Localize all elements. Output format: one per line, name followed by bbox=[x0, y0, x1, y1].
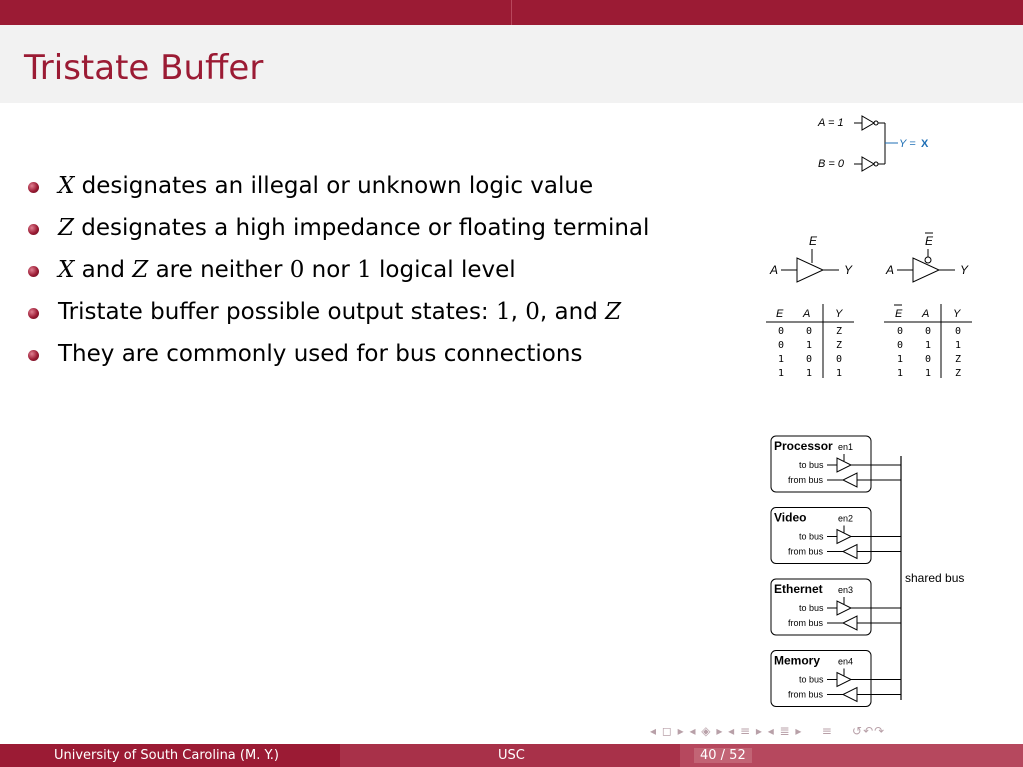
enable-signal: en4 bbox=[838, 656, 854, 667]
input-b-label: B = 0 bbox=[818, 158, 844, 170]
bullet-item bbox=[28, 168, 649, 210]
math-var: Z bbox=[605, 299, 622, 325]
table-cell: 0 bbox=[955, 326, 962, 337]
header-bar bbox=[0, 0, 1023, 25]
slide-title: Tristate Buffer bbox=[24, 48, 264, 88]
to-bus-label: to bus bbox=[799, 674, 824, 685]
to-bus-label: to bus bbox=[799, 531, 824, 542]
footer-institution: University of South Carolina (M. Y.) bbox=[54, 748, 279, 763]
footer-short-title: USC bbox=[498, 748, 525, 763]
bullet-text: and bbox=[74, 257, 133, 283]
header-divider bbox=[511, 0, 512, 25]
shared-bus-label: shared bus bbox=[905, 571, 965, 585]
truth-tables bbox=[762, 302, 977, 382]
table-cell: 0 bbox=[806, 354, 813, 365]
table-cell: 0 bbox=[806, 326, 813, 337]
table-header: Y bbox=[953, 308, 961, 320]
bullet-text: are neither bbox=[148, 257, 290, 283]
math-number: 1 bbox=[357, 257, 372, 283]
inverter-bubble bbox=[925, 257, 931, 263]
table-cell: 1 bbox=[925, 368, 932, 379]
bus-device bbox=[771, 436, 901, 492]
math-var: X bbox=[58, 173, 75, 199]
table-header: A bbox=[922, 308, 930, 320]
table-cell: 1 bbox=[778, 368, 785, 379]
bullet-list bbox=[28, 168, 649, 378]
enable-signal: en3 bbox=[838, 585, 854, 595]
output-y-value: X bbox=[921, 138, 929, 150]
enable-bar-label: E bbox=[925, 234, 934, 248]
table-cell: 1 bbox=[836, 368, 843, 379]
to-bus-label: to bus bbox=[799, 460, 824, 470]
bullet-icon bbox=[28, 224, 39, 235]
device-name: Memory bbox=[774, 653, 821, 668]
from-bus-label: from bus bbox=[788, 618, 824, 628]
bus-device bbox=[771, 508, 901, 564]
math-number: 0 bbox=[525, 299, 540, 325]
table-cell: 0 bbox=[778, 340, 785, 351]
buffer-symbol bbox=[797, 258, 823, 282]
bullet-icon bbox=[28, 308, 39, 319]
bullet-icon bbox=[28, 266, 39, 277]
output-y-label: Y = bbox=[899, 138, 916, 150]
table-cell: 0 bbox=[925, 326, 932, 337]
table-cell: 1 bbox=[955, 340, 962, 351]
table-cell: 1 bbox=[925, 340, 932, 351]
bullet-text: , and bbox=[539, 299, 606, 325]
math-var: X bbox=[58, 257, 75, 283]
math-number: 1 bbox=[496, 299, 511, 325]
from-bus-label: from bus bbox=[788, 475, 824, 485]
input-label: A bbox=[886, 263, 895, 277]
output-label: Y bbox=[960, 263, 969, 277]
bullet-item bbox=[28, 336, 649, 378]
bullet-text: They are commonly used for bus connections bbox=[58, 341, 583, 367]
table-cell: 1 bbox=[806, 340, 813, 351]
bullet-item bbox=[28, 252, 649, 294]
buffer-symbol bbox=[843, 688, 857, 702]
table-cell: 0 bbox=[897, 326, 904, 337]
device-name: Processor bbox=[774, 439, 833, 453]
bullet-text: logical level bbox=[371, 257, 516, 283]
math-var: Z bbox=[132, 257, 149, 283]
enable-signal: en1 bbox=[838, 442, 854, 452]
bullet-icon bbox=[28, 182, 39, 193]
table-cell: 0 bbox=[897, 340, 904, 351]
device-name: Video bbox=[774, 510, 807, 525]
bus-device bbox=[771, 579, 901, 635]
table-header: Y bbox=[835, 308, 843, 320]
bullet-text: Tristate buffer possible output states: bbox=[58, 299, 496, 325]
input-a-label: A = 1 bbox=[818, 117, 844, 129]
math-var: Z bbox=[58, 215, 74, 241]
buffer-symbol bbox=[862, 157, 874, 171]
to-bus-label: to bus bbox=[799, 603, 824, 613]
from-bus-label: from bus bbox=[788, 689, 824, 700]
table-cell: Z bbox=[955, 354, 962, 365]
table-cell: Z bbox=[955, 368, 962, 379]
table-cell: 1 bbox=[778, 354, 785, 365]
beamer-nav[interactable]: ◂ ◻ ▸ ◂ ◈ ▸ ◂ ≡ ▸ ◂ ≣ ▸ ≡ ↺↶↷ bbox=[650, 724, 886, 738]
table-header: E bbox=[776, 308, 784, 320]
math-number: 0 bbox=[289, 257, 305, 283]
table-cell: 0 bbox=[836, 354, 843, 365]
bullet-text: designates an illegal or unknown logic value bbox=[74, 173, 594, 199]
bullet-icon bbox=[28, 350, 39, 361]
shared-bus-diagram bbox=[765, 432, 980, 712]
table-header: E bbox=[895, 308, 903, 320]
conflict-diagram bbox=[810, 112, 950, 177]
bus-device bbox=[771, 651, 901, 707]
table-cell: 1 bbox=[897, 368, 904, 379]
tristate-buffers bbox=[765, 228, 980, 288]
bullet-item bbox=[28, 294, 649, 336]
table-header: A bbox=[803, 308, 811, 320]
buffer-symbol bbox=[843, 545, 857, 559]
table-cell: 1 bbox=[806, 368, 813, 379]
bullet-text: nor bbox=[304, 257, 358, 283]
table-cell: 1 bbox=[897, 354, 904, 365]
bullet-text: , bbox=[510, 299, 526, 325]
from-bus-label: from bus bbox=[788, 546, 824, 557]
bullet-item bbox=[28, 210, 649, 252]
buffer-symbol bbox=[843, 473, 857, 487]
table-cell: Z bbox=[836, 340, 843, 351]
bullet-text: designates a high impedance or floating terminal bbox=[73, 215, 650, 241]
page-number: 40 / 52 bbox=[694, 748, 752, 763]
footer-bar bbox=[0, 744, 1023, 767]
buffer-symbol bbox=[862, 116, 874, 130]
table-cell: 0 bbox=[778, 326, 785, 337]
table-cell: Z bbox=[836, 326, 843, 337]
device-name: Ethernet bbox=[774, 582, 823, 596]
output-label: Y bbox=[844, 263, 853, 277]
enable-label: E bbox=[809, 234, 818, 248]
enable-signal: en2 bbox=[838, 513, 854, 524]
buffer-symbol bbox=[843, 616, 857, 630]
input-label: A bbox=[770, 263, 779, 277]
table-cell: 0 bbox=[925, 354, 932, 365]
